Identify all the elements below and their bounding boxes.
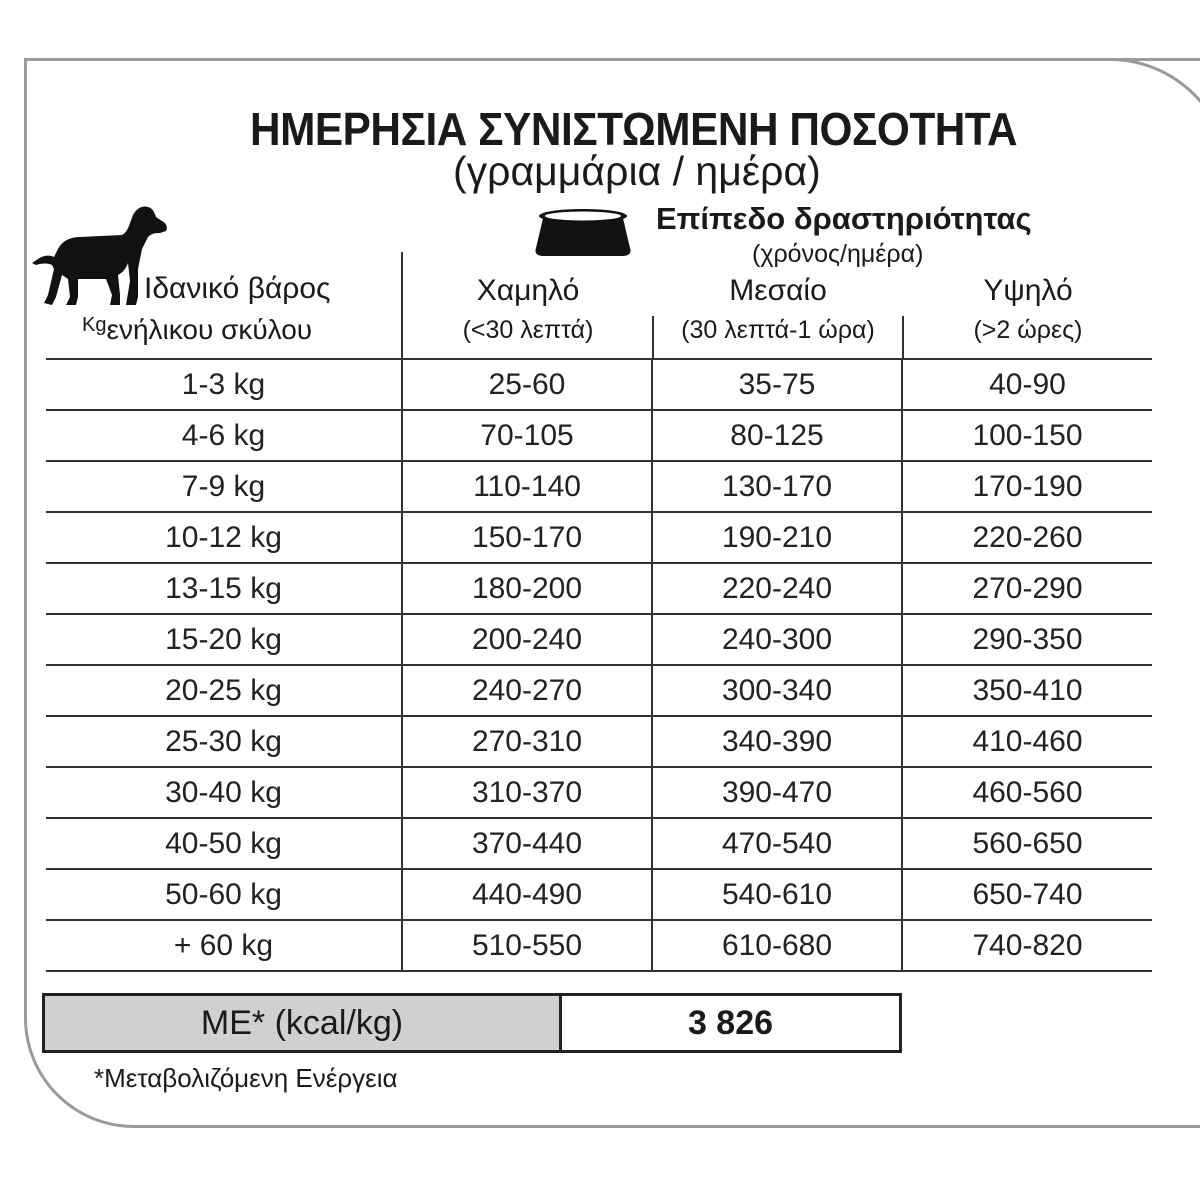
table-row: [46, 410, 1152, 461]
header-medium-label: Μεσαίο: [729, 274, 827, 307]
table-cell-weight: 25-30 kg: [46, 716, 402, 767]
header-medium-range: (30 λεπτά-1 ώρα): [681, 316, 875, 344]
header-divider: [401, 252, 403, 358]
table-cell-medium: 470-540: [652, 818, 902, 869]
table-cell-weight: 20-25 kg: [46, 665, 402, 716]
energy-label: ME* (kcal/kg): [45, 996, 562, 1050]
table-cell-medium: 390-470: [652, 767, 902, 818]
feeding-table: [46, 358, 1152, 972]
table-cell-high: 740-820: [902, 920, 1152, 971]
table-cell-weight: 30-40 kg: [46, 767, 402, 818]
table-cell-high: 350-410: [902, 665, 1152, 716]
table-row: [46, 869, 1152, 920]
table-cell-medium: 610-680: [652, 920, 902, 971]
table-cell-high: 270-290: [902, 563, 1152, 614]
energy-value: 3 826: [687, 1003, 774, 1042]
table-cell-medium: 130-170: [652, 461, 902, 512]
table-cell-weight: 40-50 kg: [46, 818, 402, 869]
table-cell-high: 410-460: [902, 716, 1152, 767]
table-cell-weight: 10-12 kg: [46, 512, 402, 563]
table-cell-low: 240-270: [402, 665, 652, 716]
table-cell-high: 170-190: [902, 461, 1152, 512]
table-cell-high: 100-150: [902, 410, 1152, 461]
table-cell-high: 560-650: [902, 818, 1152, 869]
activity-level-subtitle: (χρόνος/ημέρα): [752, 240, 924, 268]
table-cell-low: 150-170: [402, 512, 652, 563]
table-cell-high: 290-350: [902, 614, 1152, 665]
table-row: [46, 920, 1152, 971]
header-high-label: Υψηλό: [983, 274, 1073, 307]
header-high-range: (>2 ώρες): [973, 316, 1083, 344]
table-cell-low: 25-60: [402, 359, 652, 410]
table-cell-medium: 240-300: [652, 614, 902, 665]
table-row: [46, 767, 1152, 818]
table-cell-weight: 13-15 kg: [46, 563, 402, 614]
table-cell-weight: 4-6 kg: [46, 410, 402, 461]
table-cell-low: 180-200: [402, 563, 652, 614]
rounded-frame-corner: [1030, 58, 1200, 218]
header-weight: [52, 272, 400, 346]
table-cell-medium: 220-240: [652, 563, 902, 614]
table-row: [46, 614, 1152, 665]
table-cell-low: 270-310: [402, 716, 652, 767]
header-medium: [654, 274, 902, 345]
table-cell-medium: 540-610: [652, 869, 902, 920]
activity-level-title: Επίπεδο δραστηριότητας: [656, 201, 1032, 236]
table-cell-medium: 35-75: [652, 359, 902, 410]
table-cell-weight: + 60 kg: [46, 920, 402, 971]
energy-box: [42, 993, 902, 1053]
table-cell-high: 40-90: [902, 359, 1152, 410]
table-row: [46, 563, 1152, 614]
page-title: ΗΜΕΡΗΣΙΑ ΣΥΝΙΣΤΩΜΕΝΗ ΠΟΣΟΤΗΤΑ: [250, 103, 1018, 155]
header-weight-line2: ενήλικου σκύλου: [106, 314, 313, 345]
header-weight-unit: Kg: [82, 314, 107, 336]
table-row: [46, 818, 1152, 869]
table-row: [46, 359, 1152, 410]
table-cell-high: 220-260: [902, 512, 1152, 563]
header-low: [404, 274, 652, 345]
page-subtitle: (γραμμάρια / ημέρα): [453, 148, 821, 194]
table-row: [46, 665, 1152, 716]
table-cell-weight: 1-3 kg: [46, 359, 402, 410]
table-row: [46, 716, 1152, 767]
header-low-range: (<30 λεπτά): [462, 316, 594, 344]
table-cell-low: 110-140: [402, 461, 652, 512]
table-cell-weight: 15-20 kg: [46, 614, 402, 665]
food-bowl-icon: [526, 208, 640, 258]
table-cell-medium: 340-390: [652, 716, 902, 767]
table-cell-weight: 50-60 kg: [46, 869, 402, 920]
table-cell-high: 650-740: [902, 869, 1152, 920]
table-cell-low: 440-490: [402, 869, 652, 920]
header-col-divider: [652, 316, 654, 358]
table-row: [46, 512, 1152, 563]
table-cell-low: 370-440: [402, 818, 652, 869]
header-high: [904, 274, 1152, 345]
header-col-divider: [902, 316, 904, 358]
table-cell-low: 310-370: [402, 767, 652, 818]
table-cell-low: 70-105: [402, 410, 652, 461]
header-weight-line1: Ιδανικό βάρος: [144, 272, 331, 305]
table-cell-high: 460-560: [902, 767, 1152, 818]
table-cell-medium: 80-125: [652, 410, 902, 461]
header-low-label: Χαμηλό: [476, 274, 580, 307]
table-cell-medium: 190-210: [652, 512, 902, 563]
table-cell-low: 510-550: [402, 920, 652, 971]
table-cell-medium: 300-340: [652, 665, 902, 716]
table-cell-low: 200-240: [402, 614, 652, 665]
table-row: [46, 461, 1152, 512]
table-cell-weight: 7-9 kg: [46, 461, 402, 512]
footnote: *Μεταβολιζόμενη Ενέργεια: [94, 1063, 398, 1093]
